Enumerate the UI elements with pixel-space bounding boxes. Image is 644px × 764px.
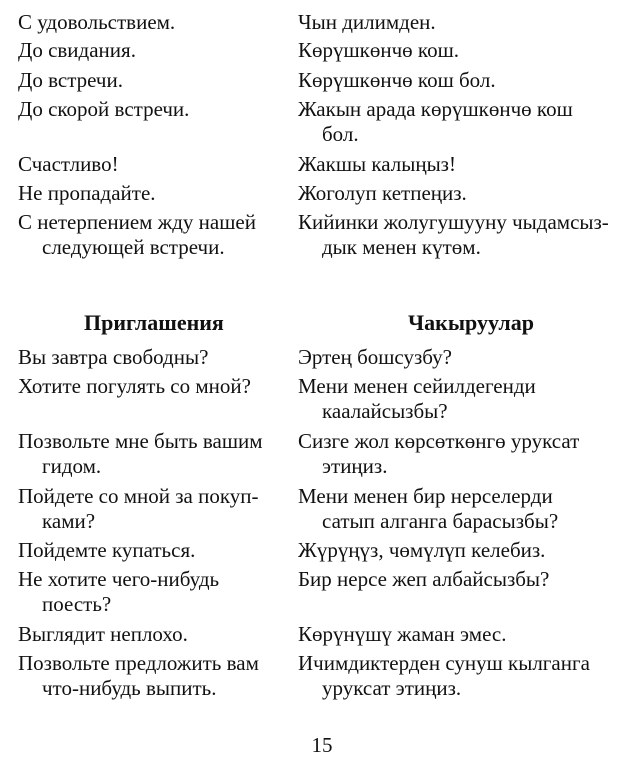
- page-number: 15: [311, 733, 333, 757]
- phrase-ru: Позвольте мне быть вашим: [18, 429, 263, 453]
- phrase-ky: Жүрүңүз, чөмүлүп келебиз.: [298, 538, 546, 562]
- phrase-ky: Көрүшкөнчө кош бол.: [298, 68, 496, 92]
- phrase-ru: Пойдете со мной за покуп-: [18, 484, 259, 508]
- phrase-ru-continuation: гидом.: [42, 454, 102, 478]
- phrase-ky-continuation: каалайсызбы?: [322, 399, 448, 423]
- phrase-ru: С нетерпением жду нашей: [18, 210, 256, 234]
- phrase-ru: Счастливо!: [18, 152, 119, 176]
- phrase-ky: Чын дилимден.: [298, 10, 436, 34]
- phrase-ky-continuation: бол.: [322, 122, 359, 146]
- phrase-ky-continuation: уруксат этиңиз.: [322, 676, 462, 700]
- phrase-ru: До встречи.: [18, 68, 123, 92]
- phrase-ky: Мени менен бир нерселерди: [298, 484, 553, 508]
- phrase-ky-continuation: этиңиз.: [322, 454, 388, 478]
- phrase-ru: До скорой встречи.: [18, 97, 190, 121]
- phrase-ky: Эртең бошсузбу?: [298, 345, 452, 369]
- phrase-ky: Көрүшкөнчө кош.: [298, 38, 459, 62]
- phrase-ky-continuation: сатып алганга барасызбы?: [322, 509, 559, 533]
- phrase-ky: Кийинки жолугушууну чыдамсыз-: [298, 210, 609, 234]
- phrase-ky: Мени менен сейилдегенди: [298, 374, 536, 398]
- phrase-ru: Не хотите чего-нибудь: [18, 567, 220, 591]
- phrase-ru: До свидания.: [18, 38, 136, 62]
- phrase-ru-continuation: ками?: [42, 509, 96, 533]
- phrase-ky: Жакшы калыңыз!: [298, 152, 456, 176]
- phrase-ky: Көрүнүшү жаман эмес.: [298, 622, 507, 646]
- phrase-ky: Жоголуп кетпеңиз.: [298, 181, 467, 205]
- phrase-ky: Жакын арада көрүшкөнчө кош: [298, 97, 573, 121]
- phrase-ru: Выглядит неплохо.: [18, 622, 188, 646]
- phrase-ru: Хотите погулять со мной?: [18, 374, 251, 398]
- phrase-ru: Вы завтра свободны?: [18, 345, 209, 369]
- phrase-ky: Ичимдиктерден сунуш кылганга: [298, 651, 590, 675]
- phrase-ky-continuation: дык менен күтөм.: [322, 235, 481, 259]
- phrase-ru-continuation: что-нибудь выпить.: [42, 676, 217, 700]
- phrase-ru-continuation: поесть?: [42, 592, 112, 616]
- phrase-ru-continuation: следующей встречи.: [42, 235, 225, 259]
- section-heading-ky: Чакыруулар: [408, 310, 534, 335]
- phrase-ru: Не пропадайте.: [18, 181, 156, 205]
- phrase-ru: Пойдемте купаться.: [18, 538, 196, 562]
- section-heading-ru: Приглашения: [84, 310, 224, 335]
- phrase-ru: Позвольте предложить вам: [18, 651, 259, 675]
- phrase-ky: Бир нерсе жеп албайсызбы?: [298, 567, 550, 591]
- phrase-ky: Сизге жол көрсөткөнгө уруксат: [298, 429, 580, 453]
- phrase-ru: С удовольствием.: [18, 10, 176, 34]
